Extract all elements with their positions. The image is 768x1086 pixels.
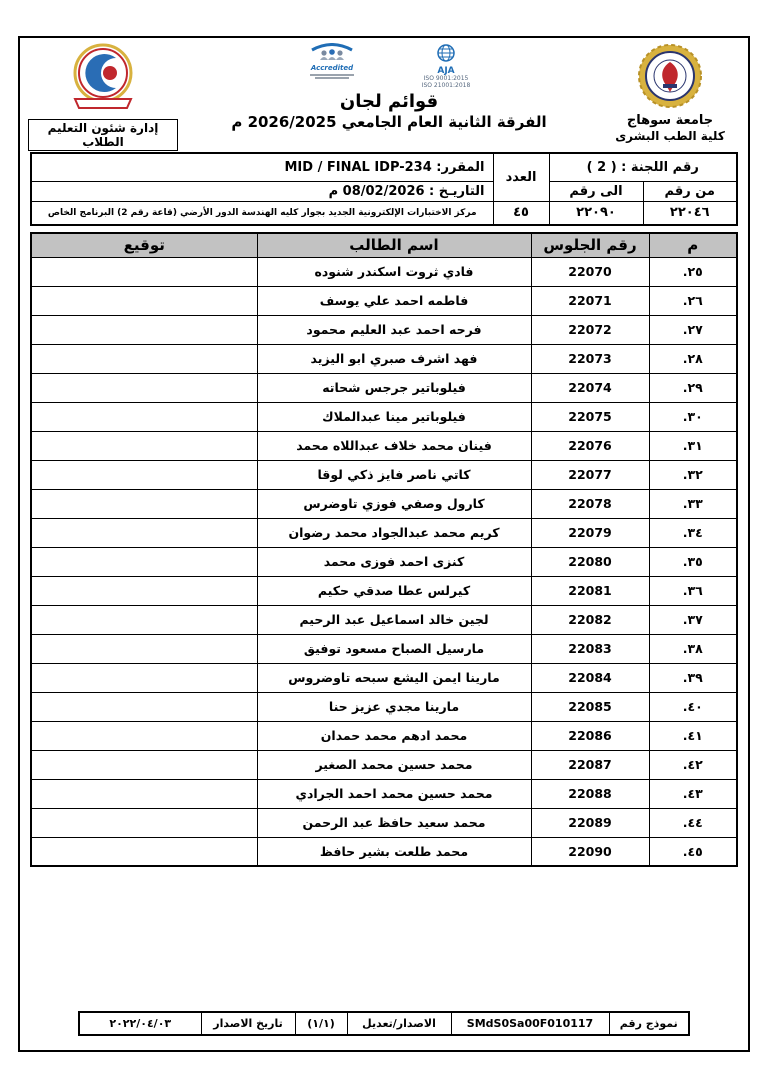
seat-number-cell: 22085 <box>531 692 649 721</box>
to-number-value: ٢٢٠٩٠ <box>549 201 643 225</box>
to-number-label: الى رقم <box>549 181 643 201</box>
signature-cell <box>31 547 257 576</box>
administration-caption: إدارة شئون التعليم الطلاب <box>28 119 178 151</box>
signature-cell <box>31 257 257 286</box>
aja-cert-logo <box>411 43 481 90</box>
serial-column-header: م <box>649 233 737 257</box>
student-name-column-header: اسم الطالب <box>257 233 531 257</box>
serial-cell: ٢٦. <box>649 286 737 315</box>
info-row-2 <box>31 181 737 201</box>
student-name-cell: محمد طلعت بشير حافظ <box>257 837 531 866</box>
table-row <box>31 808 737 837</box>
table-row <box>31 257 737 286</box>
signature-cell <box>31 837 257 866</box>
page-frame <box>18 36 750 1052</box>
seat-number-cell: 22075 <box>531 402 649 431</box>
committee-info-table <box>30 152 738 226</box>
cert-fine-print-line <box>315 77 349 79</box>
student-table <box>30 232 738 867</box>
serial-cell: ٢٧. <box>649 315 737 344</box>
table-row <box>31 663 737 692</box>
document-subtitle: الفرقة الثانية العام الجامعي 2026/2025 م <box>231 112 547 131</box>
administration-block <box>28 43 178 151</box>
serial-cell: ٣٥. <box>649 547 737 576</box>
seat-number-cell: 22076 <box>531 431 649 460</box>
seat-number-cell: 22070 <box>531 257 649 286</box>
signature-cell <box>31 808 257 837</box>
signature-cell <box>31 663 257 692</box>
table-row <box>31 518 737 547</box>
student-name-cell: فرحه احمد عبد العليم محمود <box>257 315 531 344</box>
serial-cell: ٤٠. <box>649 692 737 721</box>
university-block <box>600 43 740 143</box>
university-emblem-icon <box>637 43 703 109</box>
from-number-value: ٢٢٠٤٦ <box>643 201 737 225</box>
seat-number-cell: 22086 <box>531 721 649 750</box>
seat-number-cell: 22078 <box>531 489 649 518</box>
signature-cell <box>31 692 257 721</box>
university-name: جامعة سوهاج <box>626 113 714 128</box>
signature-cell <box>31 779 257 808</box>
seat-number-cell: 22083 <box>531 634 649 663</box>
table-row <box>31 576 737 605</box>
aja-iso1-label: ISO 9001:2015 <box>423 75 469 82</box>
seat-number-cell: 22087 <box>531 750 649 779</box>
committee-number: رقم اللجنة : ( 2 ) <box>549 153 737 181</box>
signature-cell <box>31 721 257 750</box>
seat-number-cell: 22082 <box>531 605 649 634</box>
table-row <box>31 837 737 866</box>
serial-cell: ٢٥. <box>649 257 737 286</box>
signature-cell <box>31 605 257 634</box>
serial-cell: ٤٣. <box>649 779 737 808</box>
seat-number-cell: 22084 <box>531 663 649 692</box>
serial-cell: ٣٢. <box>649 460 737 489</box>
student-name-cell: مارينا ايمن اليشع سبحه تاوضروس <box>257 663 531 692</box>
title-block <box>178 43 600 132</box>
version-label: الاصدار/تعديل <box>347 1012 451 1035</box>
from-number-label: من رقم <box>643 181 737 201</box>
signature-cell <box>31 315 257 344</box>
student-name-cell: كنزى احمد فوزى محمد <box>257 547 531 576</box>
seat-number-cell: 22079 <box>531 518 649 547</box>
table-row <box>31 344 737 373</box>
student-name-cell: محمد حسين محمد الصغير <box>257 750 531 779</box>
document-header <box>20 38 748 150</box>
seat-number-cell: 22073 <box>531 344 649 373</box>
faculty-name: كلية الطب البشرى <box>615 128 725 143</box>
serial-cell: ٣٣. <box>649 489 737 518</box>
student-name-cell: كارول وصفي فوزي تاوضرس <box>257 489 531 518</box>
form-footer <box>78 1011 690 1036</box>
issue-date-label: تاريخ الاصدار <box>201 1012 295 1035</box>
count-label: العدد <box>493 153 549 201</box>
seat-number-cell: 22072 <box>531 315 649 344</box>
student-name-cell: محمد ادهم محمد حمدان <box>257 721 531 750</box>
student-name-cell: لجين خالد اسماعيل عبد الرحيم <box>257 605 531 634</box>
student-name-cell: كريم محمد عبدالجواد محمد رضوان <box>257 518 531 547</box>
student-name-cell: كاتي ناصر فايز ذكي لوقا <box>257 460 531 489</box>
table-row <box>31 460 737 489</box>
serial-cell: ٣٨. <box>649 634 737 663</box>
version-value: (١/١) <box>295 1012 347 1035</box>
seat-number-cell: 22074 <box>531 373 649 402</box>
serial-cell: ٣٠. <box>649 402 737 431</box>
serial-cell: ٢٩. <box>649 373 737 402</box>
serial-cell: ٣٤. <box>649 518 737 547</box>
course-name: المقرر: MID / FINAL IDP-234 <box>31 153 493 181</box>
signature-cell <box>31 750 257 779</box>
seat-number-cell: 22090 <box>531 837 649 866</box>
table-row <box>31 721 737 750</box>
seat-number-column-header: رقم الجلوس <box>531 233 649 257</box>
student-name-cell: مارسيل الصباح مسعود توفيق <box>257 634 531 663</box>
seat-number-cell: 22077 <box>531 460 649 489</box>
accredited-cert-logo <box>297 43 367 80</box>
signature-cell <box>31 634 257 663</box>
serial-cell: ٢٨. <box>649 344 737 373</box>
student-name-cell: فاطمه احمد علي يوسف <box>257 286 531 315</box>
signature-column-header: توقيع <box>31 233 257 257</box>
count-value: ٤٥ <box>493 201 549 225</box>
signature-cell <box>31 402 257 431</box>
serial-cell: ٤١. <box>649 721 737 750</box>
info-row-1 <box>31 153 737 181</box>
student-name-cell: فيلوباتير جرجس شحاته <box>257 373 531 402</box>
student-name-cell: فادي ثروت اسكندر شنوده <box>257 257 531 286</box>
info-row-3 <box>31 201 737 225</box>
footer-row <box>79 1012 689 1035</box>
table-row <box>31 779 737 808</box>
student-name-cell: محمد حسين محمد احمد الجرادي <box>257 779 531 808</box>
signature-cell <box>31 286 257 315</box>
table-row <box>31 315 737 344</box>
table-row <box>31 489 737 518</box>
accredited-icon <box>310 43 354 61</box>
table-row <box>31 402 737 431</box>
student-name-cell: فيلوباتير مينا عبدالملاك <box>257 402 531 431</box>
aja-label: AJA <box>437 66 455 76</box>
table-row <box>31 286 737 315</box>
document-title: قوائم لجان <box>339 91 439 112</box>
signature-cell <box>31 431 257 460</box>
cert-fine-print-line <box>310 74 354 76</box>
student-name-cell: محمد سعيد حافظ عبد الرحمن <box>257 808 531 837</box>
student-name-cell: كيرلس عطا صدقي حكيم <box>257 576 531 605</box>
signature-cell <box>31 518 257 547</box>
serial-cell: ٣١. <box>649 431 737 460</box>
table-row <box>31 431 737 460</box>
serial-cell: ٣٦. <box>649 576 737 605</box>
seat-number-cell: 22081 <box>531 576 649 605</box>
table-row <box>31 547 737 576</box>
signature-cell <box>31 489 257 518</box>
seat-number-cell: 22071 <box>531 286 649 315</box>
signature-cell <box>31 344 257 373</box>
table-row <box>31 605 737 634</box>
certification-logos <box>178 43 600 89</box>
serial-cell: ٣٩. <box>649 663 737 692</box>
table-row <box>31 692 737 721</box>
issue-date-value: ٢٠٢٢/٠٤/٠٣ <box>79 1012 201 1035</box>
signature-cell <box>31 460 257 489</box>
seat-number-cell: 22080 <box>531 547 649 576</box>
form-number-label: نموذج رقم <box>609 1012 689 1035</box>
serial-cell: ٤٥. <box>649 837 737 866</box>
administration-emblem-icon <box>59 43 147 113</box>
form-number-value: SMdS0Sa00F010117 <box>451 1012 609 1035</box>
student-name-cell: فهد اشرف صبري ابو اليزيد <box>257 344 531 373</box>
globe-icon <box>436 43 456 63</box>
signature-cell <box>31 373 257 402</box>
table-row <box>31 373 737 402</box>
serial-cell: ٤٢. <box>649 750 737 779</box>
serial-cell: ٤٤. <box>649 808 737 837</box>
table-header-row <box>31 233 737 257</box>
table-row <box>31 634 737 663</box>
student-name-cell: فينان محمد خلاف عبداللاه محمد <box>257 431 531 460</box>
table-row <box>31 750 737 779</box>
seat-number-cell: 22089 <box>531 808 649 837</box>
student-table-body <box>31 257 737 866</box>
aja-iso2-label: ISO 21001:2018 <box>421 81 471 89</box>
signature-cell <box>31 576 257 605</box>
exam-date: التاريـخ : 08/02/2026 م <box>31 181 493 201</box>
student-name-cell: مارينا مجدي عزيز حنا <box>257 692 531 721</box>
accredited-label: Accredited <box>310 64 354 72</box>
serial-cell: ٣٧. <box>649 605 737 634</box>
exam-venue: مركز الاختبارات الإلكترونية الجديد بجوار كليه الهندسة الدور الأرضي (قاعة رقم 2) البرنامج الخاص <box>31 201 493 225</box>
seat-number-cell: 22088 <box>531 779 649 808</box>
